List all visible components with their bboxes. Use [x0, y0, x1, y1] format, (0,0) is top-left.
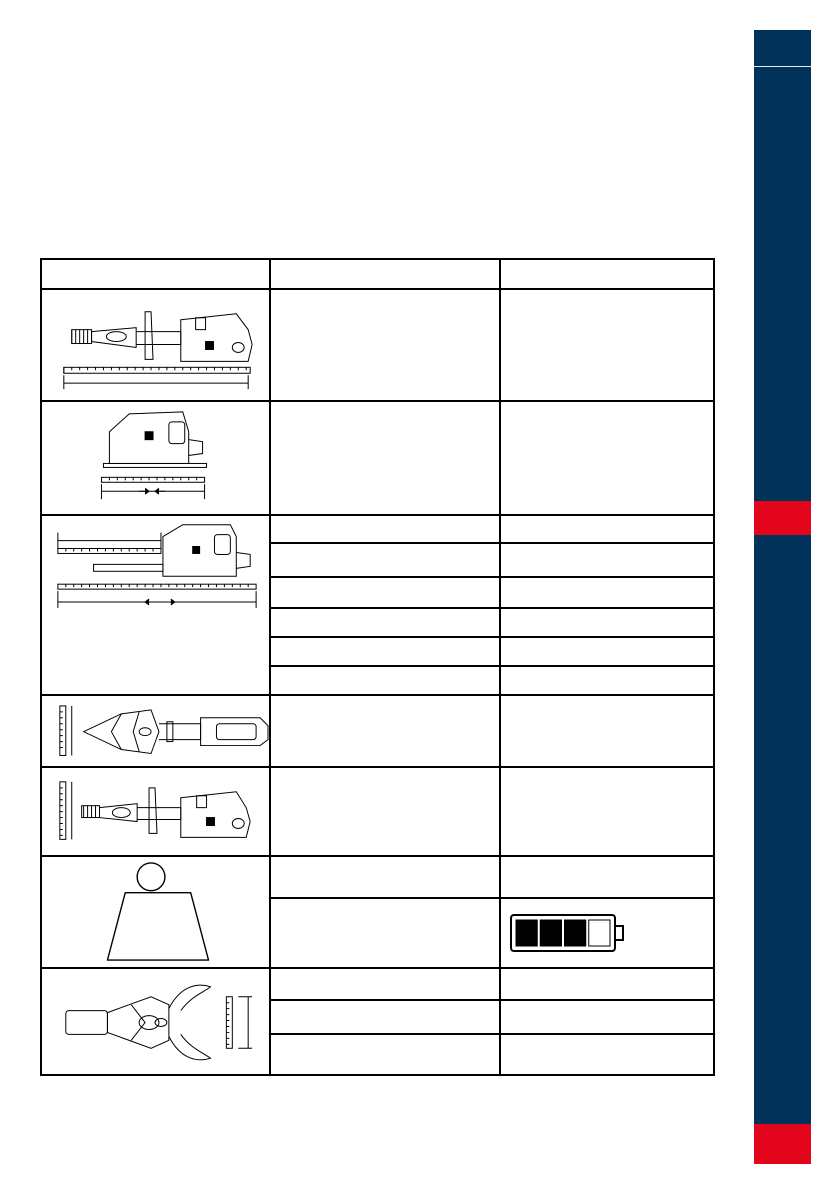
value-label	[270, 1000, 500, 1034]
value-cell	[500, 637, 714, 666]
value-label	[270, 898, 500, 968]
value-label	[270, 856, 500, 898]
spec-table	[40, 258, 715, 1076]
value-cell	[500, 289, 714, 401]
jaw-opening-icon	[41, 968, 270, 1075]
battery-segment-filled	[540, 920, 561, 946]
value-cell	[500, 856, 714, 898]
weight-icon	[41, 856, 270, 968]
chapter-tab-marker	[754, 501, 811, 535]
tool-overall-length-icon	[41, 289, 270, 401]
value-cell	[500, 767, 714, 855]
table-header-row	[41, 259, 714, 289]
value-label	[270, 289, 500, 401]
chapter-sidebar	[754, 30, 811, 1164]
table-row	[41, 289, 714, 401]
value-label	[270, 666, 500, 695]
value-cell	[500, 1000, 714, 1034]
tool-width-icon	[41, 695, 270, 767]
sidebar-rule	[754, 66, 811, 67]
value-cell	[500, 543, 714, 577]
tool-extended-length-icon	[41, 515, 270, 695]
tool-retracted-length-icon	[41, 401, 270, 515]
value-cell	[500, 515, 714, 543]
value-label	[270, 637, 500, 666]
value-label	[270, 695, 500, 767]
table-row	[41, 968, 714, 1000]
value-cell	[500, 666, 714, 695]
battery-segment-filled	[516, 920, 537, 946]
value-cell	[500, 968, 714, 1000]
value-label	[270, 1034, 500, 1074]
value-cell	[500, 608, 714, 637]
value-cell	[500, 695, 714, 767]
header-cell	[500, 259, 714, 289]
table-row	[41, 767, 714, 855]
value-label	[270, 608, 500, 637]
table-row	[41, 695, 714, 767]
header-cell	[41, 259, 270, 289]
value-label	[270, 401, 500, 515]
battery-cell	[500, 898, 714, 968]
value-label	[270, 968, 500, 1000]
value-cell	[500, 1034, 714, 1074]
page-corner-marker	[754, 1124, 811, 1164]
value-label	[270, 543, 500, 577]
battery-segment-empty	[589, 920, 610, 946]
battery-icon	[509, 911, 629, 955]
tool-height-icon	[41, 767, 270, 855]
battery-segment-filled	[565, 920, 586, 946]
value-label	[270, 515, 500, 543]
header-cell	[270, 259, 500, 289]
value-label	[270, 577, 500, 607]
table-row	[41, 401, 714, 515]
table-row	[41, 515, 714, 543]
value-label	[270, 767, 500, 855]
value-cell	[500, 401, 714, 515]
value-cell	[500, 577, 714, 607]
table-row	[41, 856, 714, 898]
